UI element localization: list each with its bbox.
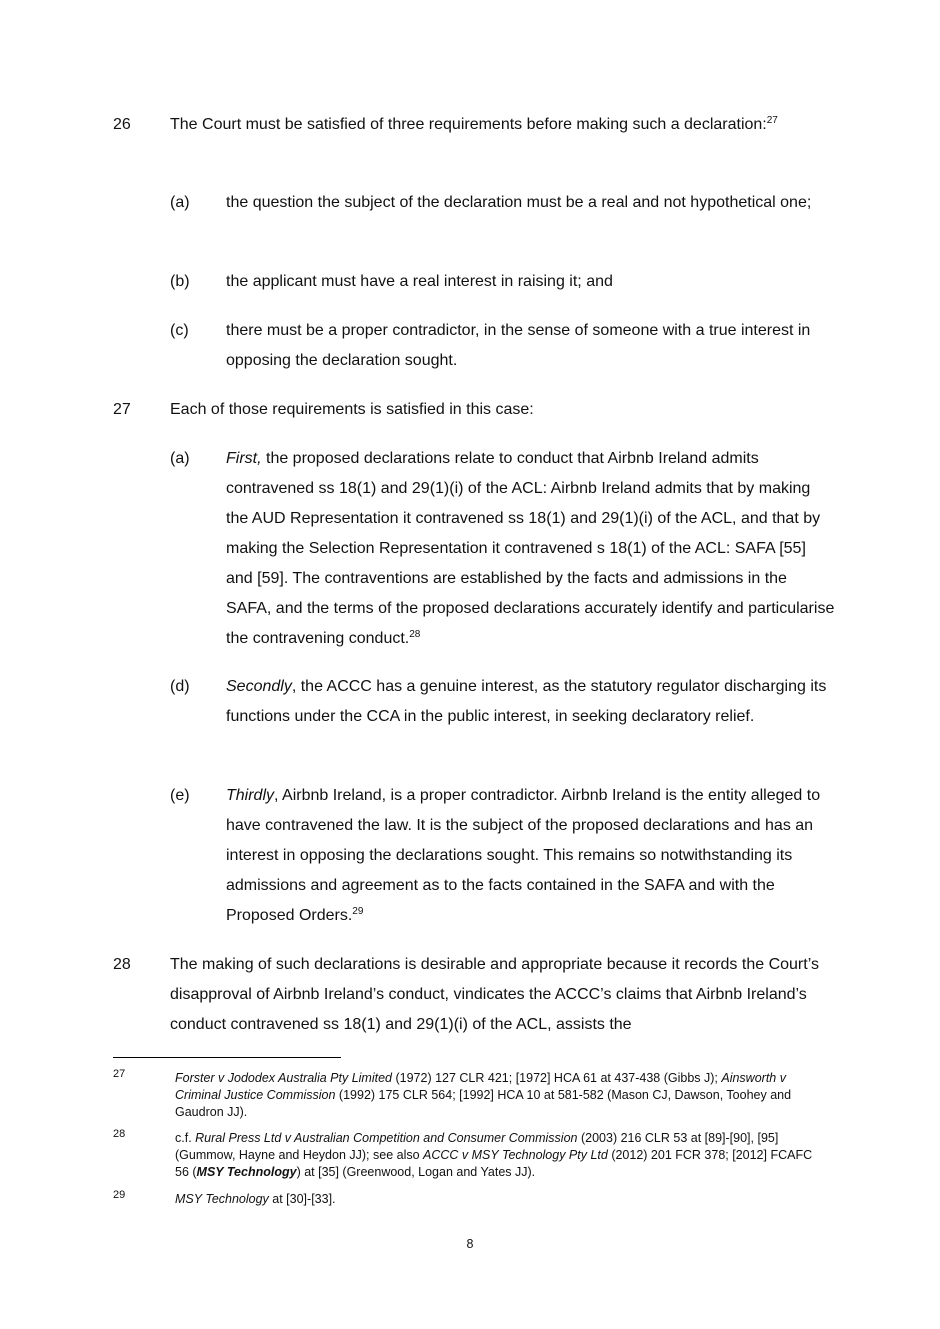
subparagraph-label: (b) [170, 273, 190, 290]
subparagraph-26a [170, 188, 835, 218]
subparagraph-27e [170, 781, 835, 931]
footnote-29 [113, 1191, 813, 1208]
subparagraph-label: (a) [170, 194, 190, 211]
subparagraph-text: First, the proposed declarations relate to conduct that Airbnb Ireland admits contravened ss 18(1) and 29(1)(i) of the ACL: Airbnb Ireland admits that by making the AUD Representation it contravened ss 18(1) and 29(1)(i) of the ACL, and that by making the Selection Representation it contravened s 18(1) of the ACL: SAFA [55] and [59]. The contraventions are established by the facts and admissions in the SAFA, and the terms of the proposed declarations accurately identify and particularise the contravening conduct.$^{28}$ [226, 450, 835, 647]
footnote-number: 27 [113, 1068, 126, 1080]
footnote-27 [113, 1070, 813, 1121]
footnote-ref-28[interactable]: 28 [409, 629, 421, 640]
paragraph-text: The making of such declarations is desirable and appropriate because it records the Court’s disapproval of Airbnb Ireland’s conduct, vindicates the ACCC’s claims that Airbnb Ireland’s conduct contravened ss 18(1) and 29(1)(i) of the ACL, assists the [170, 956, 819, 1033]
footnote-text: Forster v Jododex Australia Pty Limited (1972) 127 CLR 421; [1972] HCA 61 at 437-438 (Gibbs J); Ainsworth v Criminal Justice Commission (1992) 175 CLR 564; [1992] HCA 10 at 581-582 (Mason CJ, Dawson, Toohey and Gaudron JJ). [175, 1071, 792, 1119]
subparagraph-text: Secondly, the ACCC has a genuine interest, as the statutory regulator discharging its functions under the CCA in the public interest, in seeking declaratory relief. [226, 678, 827, 725]
page-number: 8 [466, 1237, 474, 1251]
paragraph-28 [113, 950, 833, 1040]
subparagraph-26c [170, 316, 835, 376]
footnote-number: 28 [113, 1128, 126, 1140]
footnote-ref-27[interactable]: 27 [766, 115, 778, 126]
paragraph-number: 28 [113, 956, 131, 973]
subparagraph-text: Thirdly, Airbnb Ireland, is a proper contradictor. Airbnb Ireland is the entity alleged to have contravened the law. It is the subject of the proposed declarations and has an interest in opposing the declarations sought. This remains so notwithstanding its admissions and agreement as to the facts contained in the SAFA and with the Proposed Orders.$^{29}$ [226, 787, 821, 924]
subparagraph-27d [170, 672, 835, 732]
subparagraph-27a [170, 444, 835, 654]
paragraph-number: 27 [113, 401, 131, 418]
footnote-text: MSY Technology at [30]-[33]. [175, 1192, 336, 1206]
footnote-number: 29 [113, 1189, 126, 1201]
subparagraph-label: (a) [170, 450, 190, 467]
footnote-28 [113, 1130, 813, 1181]
paragraph-27 [113, 395, 833, 425]
subparagraph-26b [170, 267, 835, 297]
paragraph-text: Each of those requirements is satisfied in this case: [170, 401, 534, 418]
subparagraph-text: the applicant must have a real interest in raising it; and [226, 273, 613, 290]
paragraph-text: The Court must be satisfied of three requirements before making such a declaration:$^{27}$ [170, 115, 778, 133]
subparagraph-text: there must be a proper contradictor, in the sense of someone with a true interest in opposing the declaration sought. [226, 322, 811, 369]
footnote-text: c.f. Rural Press Ltd v Australian Competition and Consumer Commission (2003) 216 CLR 53 at [89]-[90], [95] (Gummow, Hayne and Heydon JJ); see also ACCC v MSY Technology Pty Ltd (2012) 201 FCR 378; [2012] FCAFC 56 (MSY Technology) at [35] (Greenwood, Logan and Yates JJ). [175, 1131, 813, 1179]
subparagraph-label: (d) [170, 678, 190, 695]
paragraph-26 [113, 110, 833, 140]
subparagraph-label: (e) [170, 787, 190, 804]
subparagraph-text: the question the subject of the declaration must be a real and not hypothetical one; [226, 194, 812, 211]
subparagraph-label: (c) [170, 322, 189, 339]
footnote-divider [113, 1057, 341, 1058]
paragraph-number: 26 [113, 116, 131, 133]
footnote-ref-29[interactable]: 29 [352, 906, 364, 917]
